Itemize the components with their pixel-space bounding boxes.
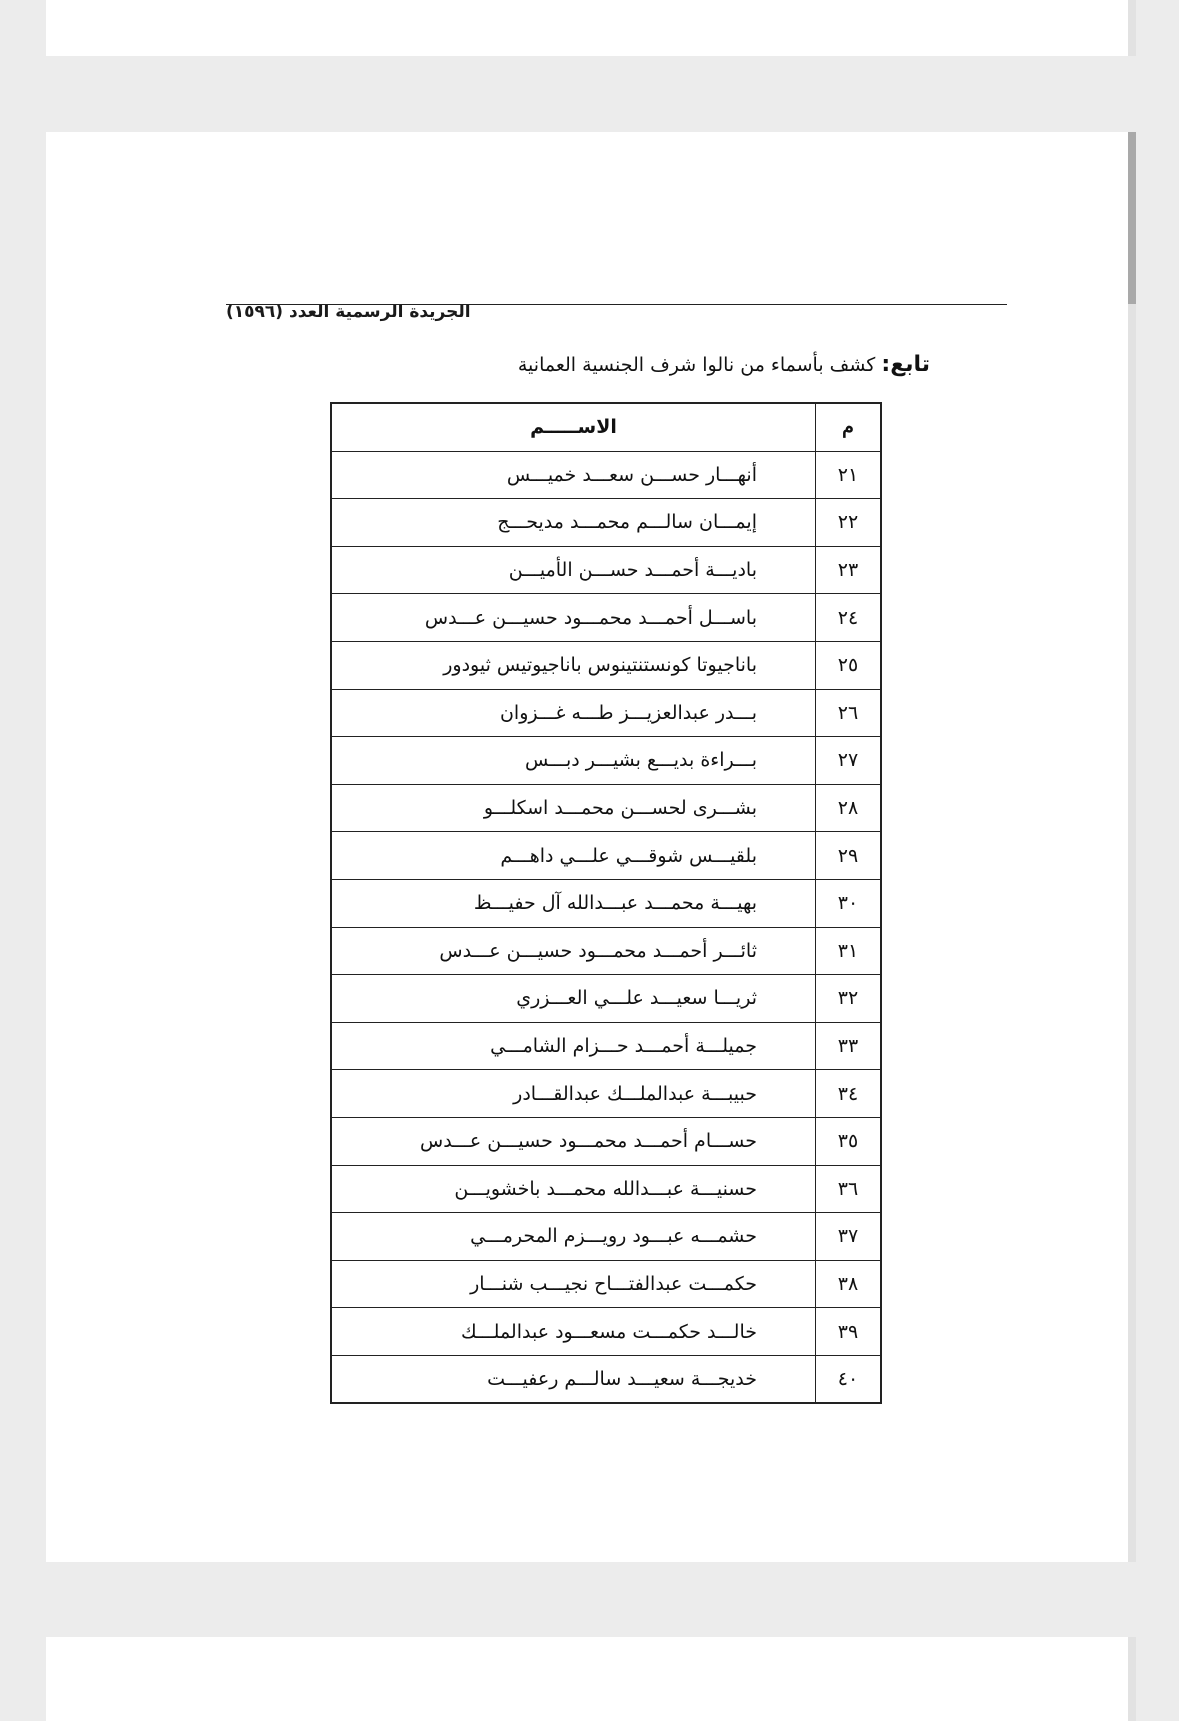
table-row: [331, 832, 881, 880]
row-name: بشـــرى لحســـن محمـــد اسكلـــو: [331, 784, 816, 832]
row-name: بـــراءة بديـــع بشيـــر دبـــس: [331, 737, 816, 785]
row-name: باديـــة أحمـــد حســـن الأميـــن: [331, 546, 816, 594]
scrollbar-thumb[interactable]: [1128, 132, 1136, 304]
row-name: باناجيوتا كونستنتينوس باناجيوتيس ثيودور: [331, 641, 816, 689]
row-number: ٢٩: [816, 832, 882, 880]
row-name: بهيـــة محمـــد عبـــدالله آل حفيـــظ: [331, 879, 816, 927]
row-number: ٣٤: [816, 1070, 882, 1118]
page-scrollbar[interactable]: [1128, 1637, 1136, 1721]
row-number: ٢٥: [816, 641, 882, 689]
row-number: ٢٦: [816, 689, 882, 737]
header-name: الاســـــم: [331, 403, 816, 451]
row-name: حســـام أحمـــد محمـــود حسيـــن عـــدس: [331, 1117, 816, 1165]
header-number: م: [816, 403, 882, 451]
page-scrollbar[interactable]: [1128, 132, 1136, 1562]
table-row: [331, 1308, 881, 1356]
row-name: حشمـــه عبـــود رويـــزم المحرمـــي: [331, 1213, 816, 1261]
row-number: ٣٠: [816, 879, 882, 927]
row-name: حسنيـــة عبـــدالله محمـــد باخشويـــن: [331, 1165, 816, 1213]
table-row: [331, 499, 881, 547]
table-row: [331, 546, 881, 594]
row-name: بـــدر عبدالعزيـــز طـــه غـــزوان: [331, 689, 816, 737]
subtitle-text: كشف بأسماء من نالوا شرف الجنسية العمانية: [517, 354, 876, 376]
row-name: حبيبـــة عبدالملـــك عبدالقـــادر: [331, 1070, 816, 1118]
header-rule: [226, 304, 1007, 305]
table-row: [331, 879, 881, 927]
row-number: ٣٢: [816, 975, 882, 1023]
row-number: ٤٠: [816, 1355, 882, 1403]
table-row: [331, 1070, 881, 1118]
row-name: خديجـــة سعيـــد سالـــم رعفيـــت: [331, 1355, 816, 1403]
gazette-header-title: الجريدة الرسمية العدد (١٥٩٦): [226, 302, 471, 322]
row-name: إيمـــان سالـــم محمـــد مديحـــج: [331, 499, 816, 547]
row-number: ٣٨: [816, 1260, 882, 1308]
current-page: [46, 132, 1136, 1562]
citizenship-names-table: [330, 402, 882, 1404]
row-name: جميلـــة أحمـــد حـــزام الشامـــي: [331, 1022, 816, 1070]
row-name: حكمـــت عبدالفتـــاح نجيـــب شنـــار: [331, 1260, 816, 1308]
table-row: [331, 975, 881, 1023]
row-number: ٣٣: [816, 1022, 882, 1070]
row-number: ٣٧: [816, 1213, 882, 1261]
row-number: ٢٢: [816, 499, 882, 547]
table-row: [331, 927, 881, 975]
table-row: [331, 1022, 881, 1070]
row-number: ٢١: [816, 451, 882, 499]
document-subtitle: [518, 352, 930, 377]
next-page: [46, 1637, 1136, 1721]
row-number: ٣٦: [816, 1165, 882, 1213]
row-number: ٢٤: [816, 594, 882, 642]
row-number: ٢٨: [816, 784, 882, 832]
row-name: باســـل أحمـــد محمـــود حسيـــن عـــدس: [331, 594, 816, 642]
table-row: [331, 1260, 881, 1308]
row-number: ٢٣: [816, 546, 882, 594]
row-number: ٢٧: [816, 737, 882, 785]
table-row: [331, 1355, 881, 1403]
table-row: [331, 1165, 881, 1213]
row-name: أنهـــار حســـن سعـــد خميـــس: [331, 451, 816, 499]
page-scrollbar[interactable]: [1128, 0, 1136, 56]
table-header-row: [331, 403, 881, 451]
row-name: ثريـــا سعيـــد علـــي العـــزري: [331, 975, 816, 1023]
subtitle-prefix: تابع:: [881, 352, 930, 377]
table-row: [331, 641, 881, 689]
table-row: [331, 784, 881, 832]
row-name: بلقيـــس شوقـــي علـــي داهـــم: [331, 832, 816, 880]
previous-page: [46, 0, 1136, 56]
row-name: خالـــد حكمـــت مسعـــود عبدالملـــك: [331, 1308, 816, 1356]
table-row: [331, 689, 881, 737]
table-row: [331, 1213, 881, 1261]
table-row: [331, 1117, 881, 1165]
row-number: ٣٩: [816, 1308, 882, 1356]
table-row: [331, 737, 881, 785]
row-name: ثائـــر أحمـــد محمـــود حسيـــن عـــدس: [331, 927, 816, 975]
table-row: [331, 594, 881, 642]
table-row: [331, 451, 881, 499]
row-number: ٣١: [816, 927, 882, 975]
row-number: ٣٥: [816, 1117, 882, 1165]
